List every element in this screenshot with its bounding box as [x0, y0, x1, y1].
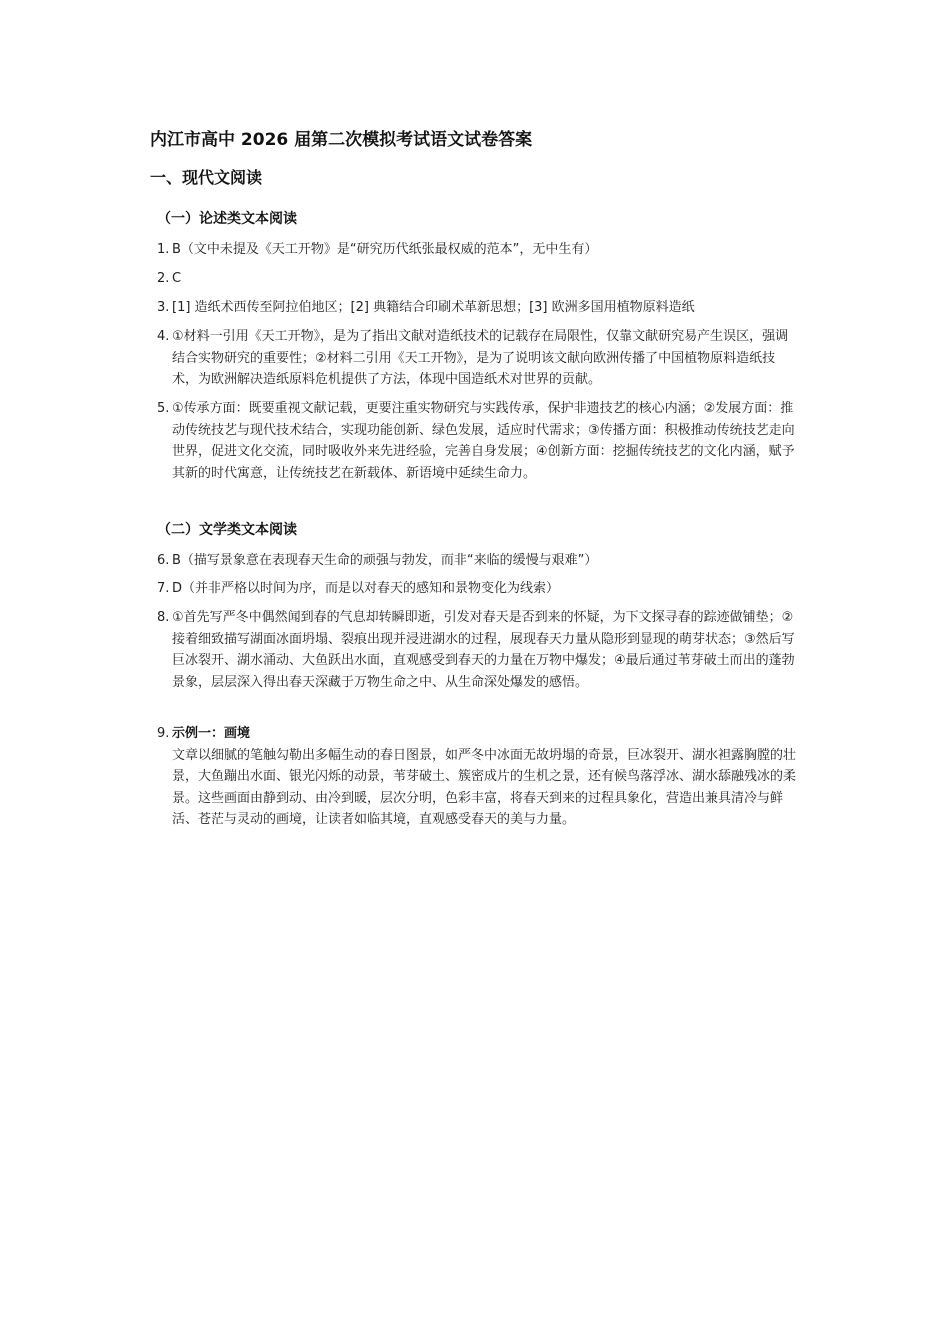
answer-item-6	[157, 550, 797, 572]
item-text: C	[172, 271, 182, 286]
item-number: 5.	[157, 401, 170, 416]
answer-item-2	[157, 268, 797, 290]
part2-heading: （二）文学类文本阅读	[157, 522, 297, 538]
item-number: 4.	[157, 329, 170, 344]
answer-item-9	[157, 723, 797, 831]
item-text: ①材料一引用《天工开物》，是为了指出文献对造纸技术的记载存在局限性，仅靠文献研究易产生误区，强调结合实物研究的重要性；②材料二引用《天工开物》，是为了说明该文献向欧洲传播了中国植物原料造纸技术，为欧洲解决造纸原料危机提供了方法，体现中国造纸术对世界的贡献。	[172, 329, 789, 387]
answer-item-8	[157, 607, 797, 693]
item-text: [1] 造纸术西传至阿拉伯地区；[2] 典籍结合印刷术革新思想；[3] 欧洲多国用植物原料造纸	[172, 300, 695, 315]
item-text: D（并非严格以时间为序，而是以对春天的感知和景物变化为线索）	[172, 581, 560, 596]
example-heading: 示例一：画境	[172, 726, 251, 741]
item-text: ①传承方面：既要重视文献记载，更要注重实物研究与实践传承，保护非遗技艺的核心内涵；②发展方面：推动传统技艺与现代技术结合，实现功能创新、绿色发展，适应时代需求；③传播方面：积极推动传统技艺走向世界，促进文化交流，同时吸收外来先进经验，完善自身发展；④创新方面：挖掘传统技艺的文化内涵，赋予其新的时代寓意，让传统技艺在新载体、新语境中延续生命力。	[172, 401, 795, 481]
answer-item-3	[157, 297, 797, 319]
item-number: 6.	[157, 553, 170, 568]
item-number: 7.	[157, 581, 170, 596]
item-number: 2.	[157, 271, 170, 286]
section-heading: 一、现代文阅读	[150, 168, 263, 187]
part1-heading: （一）论述类文本阅读	[157, 211, 297, 227]
answer-item-4	[157, 326, 797, 391]
item-body	[172, 723, 797, 831]
item-number: 3.	[157, 300, 170, 315]
answer-item-7	[157, 578, 797, 600]
item-text: B（文中未提及《天工开物》是“研究历代纸张最权威的范本”，无中生有）	[172, 242, 598, 257]
item-number: 9.	[157, 726, 170, 741]
answer-item-5	[157, 398, 797, 484]
document-title: 内江市高中 2026 届第二次模拟考试语文试卷答案	[150, 130, 533, 150]
item-text: B（描写景象意在表现春天生命的顽强与勃发，而非“来临的缓慢与艰难”）	[172, 553, 598, 568]
item-text: 文章以细腻的笔触勾勒出多幅生动的春日图景，如严冬中冰面无故坍塌的奇景，巨冰裂开、湖水袒露胸膛的壮景，大鱼蹦出水面、银光闪烁的动景，苇芽破土、簇密成片的生机之景，还有候鸟落浮冰、湖水舔融残冰的柔景。这些画面由静到动、由冷到暖，层次分明，色彩丰富，将春天到来的过程具象化，营造出兼具清冷与鲜活、苍茫与灵动的画境，让读者如临其境，直观感受春天的美与力量。	[172, 747, 797, 827]
item-number: 8.	[157, 610, 170, 625]
answer-item-1	[157, 239, 797, 261]
item-number: 1.	[157, 242, 170, 257]
item-text: ①首先写严冬中偶然闻到春的气息却转瞬即逝，引发对春天是否到来的怀疑，为下文探寻春的踪迹做铺垫；②接着细致描写湖面冰面坍塌、裂痕出现并浸进湖水的过程，展现春天力量从隐形到显现的萌芽状态；③然后写巨冰裂开、湖水涌动、大鱼跃出水面，直观感受到春天的力量在万物中爆发；④最后通过苇芽破土而出的蓬勃景象，层层深入得出春天深藏于万物生命之中、从生命深处爆发的感悟。	[172, 610, 795, 690]
